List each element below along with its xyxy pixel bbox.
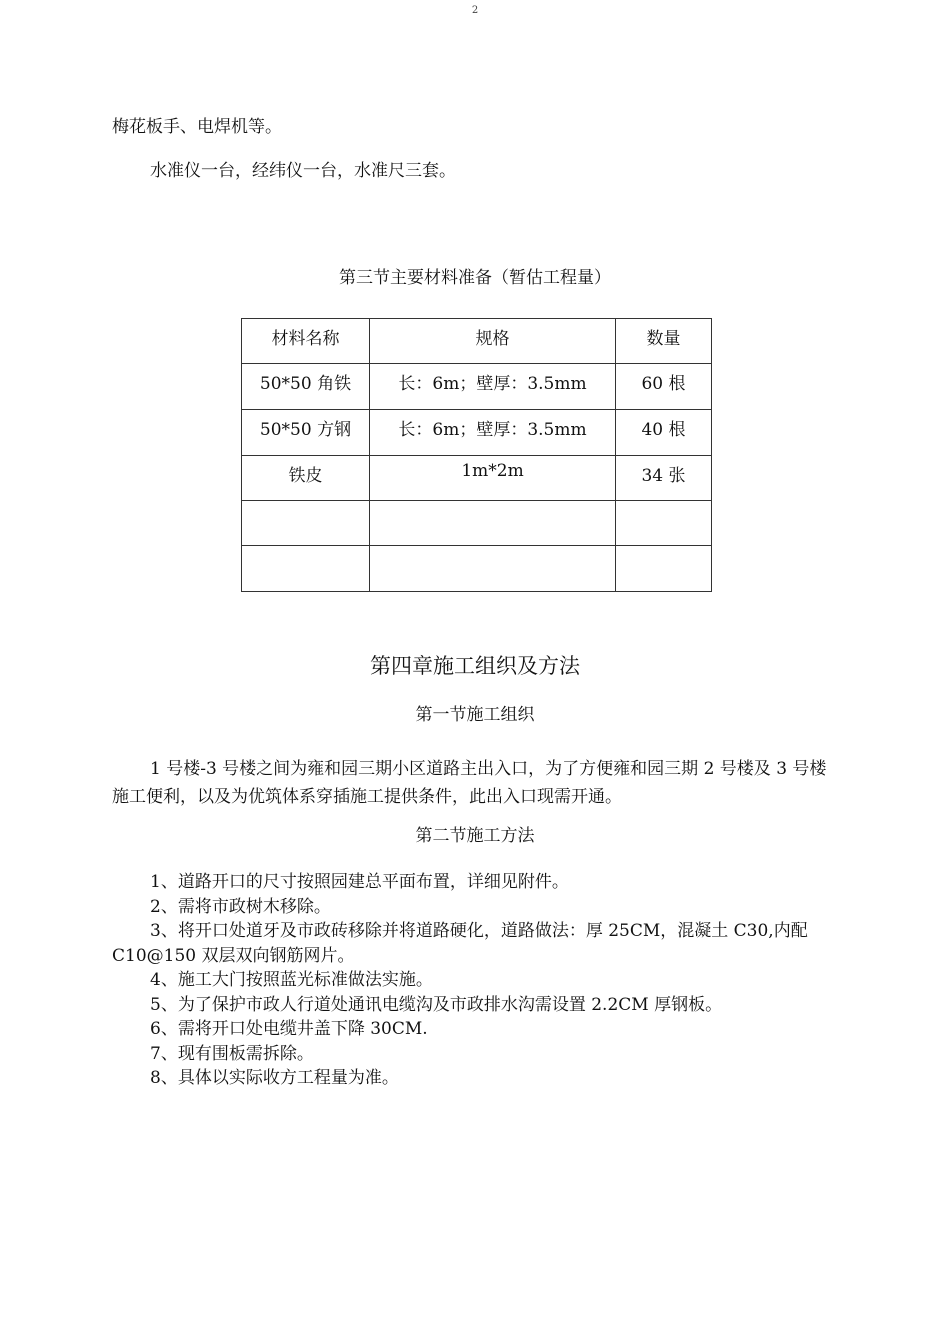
- materials-table: [241, 318, 712, 592]
- table-cell: [616, 501, 712, 546]
- list-item: 5、为了保护市政人行道处通讯电缆沟及市政排水沟需设置 2.2CM 厚钢板。: [150, 994, 723, 1015]
- section1-title: 第一节施工组织: [415, 705, 535, 725]
- method-list: [112, 870, 842, 1091]
- table-cell: [370, 546, 616, 592]
- table-cell: 长：6m；壁厚：3.5mm: [370, 410, 616, 456]
- table-cell: 铁皮: [242, 456, 370, 501]
- list-item: 1、道路开口的尺寸按照园建总平面布置，详细见附件。: [150, 872, 569, 892]
- list-item: 7、现有围板需拆除。: [150, 1043, 314, 1064]
- table-cell: [242, 546, 370, 592]
- list-item: 3、将开口处道牙及市政砖移除并将道路硬化，道路做法：厚 25CM，混凝土 C30,内配 C10@150 双层双向钢筋网片。: [112, 921, 808, 966]
- table-row: [242, 410, 712, 456]
- header-spec: 规格: [370, 319, 616, 364]
- table-cell: [370, 501, 616, 546]
- table-cell: 长：6m；壁厚：3.5mm: [370, 364, 616, 410]
- header-material-name: 材料名称: [242, 319, 370, 364]
- table-row: [242, 364, 712, 410]
- list-item: 2、需将市政树木移除。: [150, 896, 331, 917]
- table-cell: 50*50 角铁: [242, 364, 370, 410]
- table-cell: 60 根: [616, 364, 712, 410]
- page-number: 2: [471, 5, 479, 16]
- section1-paragraph: 1 号楼-3 号楼之间为雍和园三期小区道路主出入口，为了方便雍和园三期 2 号楼及 3 号楼施工便利，以及为优筑体系穿插施工提供条件，此出入口现需开通。: [112, 759, 827, 807]
- section3-title: 第三节主要材料准备（暂估工程量）: [339, 268, 611, 288]
- table-row: [242, 501, 712, 546]
- table-row: [242, 546, 712, 592]
- header-quantity: 数量: [616, 319, 712, 364]
- table-cell: [242, 501, 370, 546]
- instruments-line: 水准仪一台，经纬仪一台，水准尺三套。: [150, 161, 456, 181]
- table-cell: 34 张: [616, 456, 712, 501]
- tools-line: 梅花板手、电焊机等。: [112, 117, 282, 137]
- table-cell: 40 根: [616, 410, 712, 456]
- table-cell: [616, 546, 712, 592]
- table-row: [242, 456, 712, 501]
- table-cell: 1m*2m: [370, 456, 616, 501]
- table-header-row: [242, 319, 712, 364]
- table-cell: 50*50 方钢: [242, 410, 370, 456]
- list-item: 6、需将开口处电缆井盖下降 30CM.: [150, 1019, 428, 1039]
- list-item: 4、施工大门按照蓝光标准做法实施。: [150, 970, 433, 990]
- section2-title: 第二节施工方法: [415, 826, 535, 846]
- list-item: 8、具体以实际收方工程量为准。: [150, 1068, 399, 1088]
- chapter4-title: 第四章施工组织及方法: [370, 654, 580, 678]
